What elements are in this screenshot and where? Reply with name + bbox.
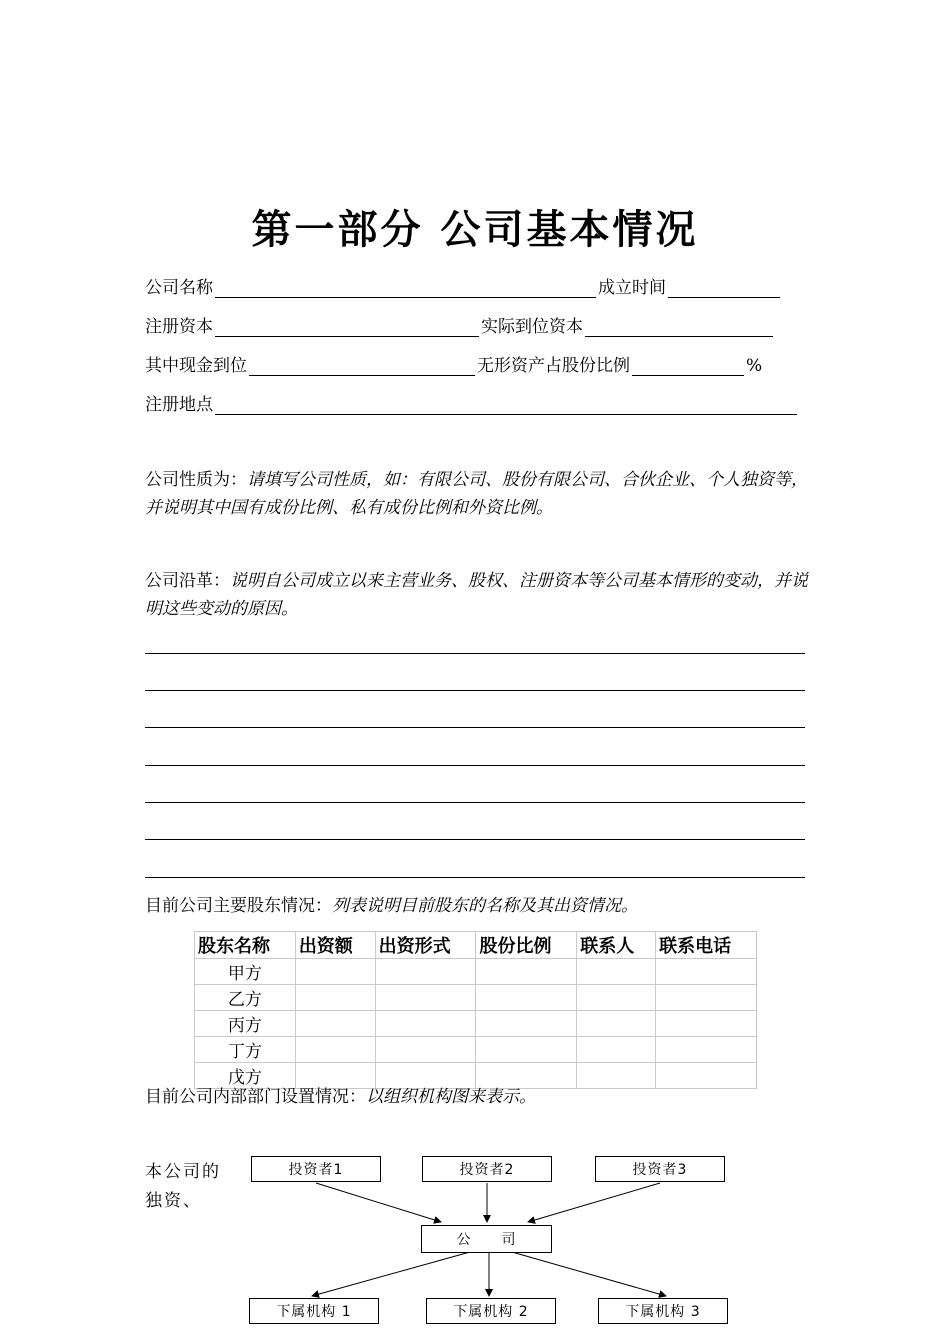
page-title: 第一部分 公司基本情况 <box>251 207 699 253</box>
shareholder-name: 丁方 <box>195 1037 296 1063</box>
column-header: 联系电话 <box>656 932 757 959</box>
departments-label: 目前公司内部部门设置情况： <box>145 1087 366 1107</box>
org-box-subsidiary-2: 下属机构 2 <box>426 1298 556 1324</box>
org-box-investor-2: 投资者2 <box>422 1156 552 1182</box>
column-header: 股份比例 <box>476 932 577 959</box>
intangible-ratio-label: 无形资产占股份比例 <box>477 356 630 376</box>
column-header: 联系人 <box>577 932 656 959</box>
departments-hint: 以组织机构图来表示。 <box>366 1087 536 1107</box>
org-box-investor-1: 投资者1 <box>251 1156 381 1182</box>
arrow-company-sub1 <box>312 1252 470 1296</box>
org-box-subsidiary-1: 下属机构 1 <box>249 1298 379 1324</box>
shareholder-name: 丙方 <box>195 1011 296 1037</box>
column-header: 出资形式 <box>375 932 476 959</box>
cash-paid-label: 其中现金到位 <box>145 356 247 376</box>
column-header: 出资额 <box>295 932 375 959</box>
arrow-company-sub3 <box>512 1252 666 1296</box>
company-name-label: 公司名称 <box>145 278 213 298</box>
org-box-investor-3: 投资者3 <box>595 1156 725 1182</box>
company-nature-hint: 请填写公司性质，如：有限公司、股份有限公司、合伙企业、个人独资等，并说明其中国有成份比例、私有成份比例和外资比例。 <box>145 470 808 518</box>
shareholder-name: 甲方 <box>195 959 296 985</box>
percent-sign: % <box>746 356 763 376</box>
shareholder-name: 戊方 <box>195 1063 296 1089</box>
arrow-investor3-company <box>528 1183 660 1222</box>
arrow-investor1-company <box>316 1183 441 1222</box>
registered-address-label: 注册地点 <box>145 395 213 415</box>
company-history-label: 公司沿革： <box>145 571 230 591</box>
shareholder-name: 乙方 <box>195 985 296 1011</box>
paid-in-capital-label: 实际到位资本 <box>481 317 583 337</box>
column-header: 股东名称 <box>195 932 296 959</box>
shareholders-hint: 列表说明目前股东的名称及其出资情况。 <box>332 896 638 916</box>
side-note: 本公司的独资、 <box>145 1162 221 1211</box>
org-box-company: 公 司 <box>421 1225 552 1253</box>
shareholders-label: 目前公司主要股东情况： <box>145 896 332 916</box>
company-nature-label: 公司性质为： <box>145 470 247 490</box>
org-box-subsidiary-3: 下属机构 3 <box>598 1298 728 1324</box>
registered-capital-label: 注册资本 <box>145 317 213 337</box>
established-label: 成立时间 <box>598 278 666 298</box>
company-history-hint: 说明自公司成立以来主营业务、股权、注册资本等公司基本情形的变动，并说明这些变动的原因。 <box>145 571 808 619</box>
